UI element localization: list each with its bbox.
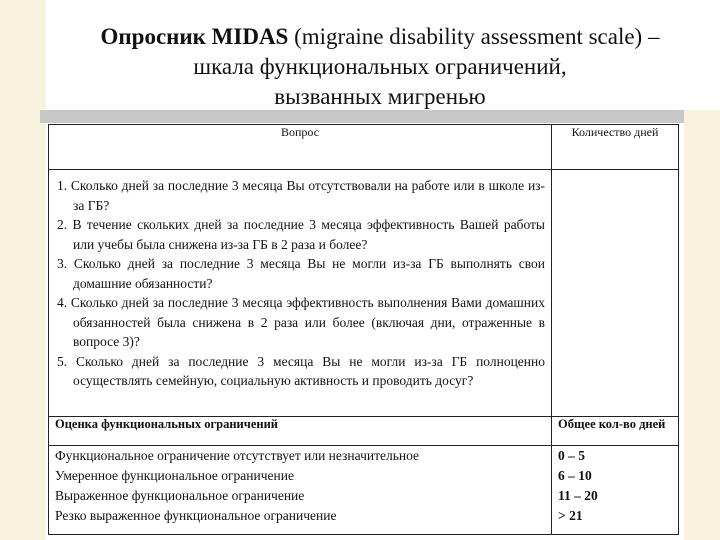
level-label: Резко выраженное функциональное ограничение: [55, 508, 337, 523]
days-answer-cell: [552, 170, 679, 417]
level-label: Умеренное функциональное ограничение: [55, 468, 294, 483]
right-decor-band: [684, 110, 720, 540]
total-days-header: Общее кол-во дней: [552, 417, 679, 446]
assessment-header: Оценка функциональных ограничений: [49, 417, 552, 446]
level-range: 0 – 5: [558, 448, 585, 463]
question-text: Сколько дней за последние 3 месяца Вы не могли из-за ГБ выполнять свои домашние обязанности?: [73, 256, 546, 291]
levels-label-cell: [49, 446, 552, 535]
question-number: 5.: [57, 353, 68, 369]
questions-row: [49, 170, 679, 417]
question-number: 1.: [57, 178, 68, 193]
title-line-2: шкала функциональных ограничений,: [193, 54, 567, 79]
level-range: > 21: [558, 508, 583, 523]
header-question: Вопрос: [49, 125, 552, 170]
level-label: Функциональное ограничение отсутствует или незначительное: [55, 448, 419, 463]
level-range: 6 – 10: [558, 468, 592, 483]
title-normal: (migraine disability assessment scale) –: [288, 24, 660, 49]
left-decor-band: [0, 0, 46, 540]
title-bold: Опросник MIDAS: [100, 24, 289, 49]
level-label: Выраженное функциональное ограничение: [55, 488, 305, 503]
levels-range-cell: [552, 446, 679, 535]
question-number: 3.: [57, 256, 68, 271]
question-text: Сколько дней за последние 3 месяца эффективность выполнения Вами домашних обязанностей была снижена в 2 раза или более (включая дни, отраженные в вопросе 3)?: [70, 295, 546, 349]
question-5: [57, 352, 545, 391]
assessment-header-row: [49, 417, 679, 446]
midas-table: [48, 124, 679, 535]
title-line-3: вызванных мигренью: [274, 84, 486, 109]
slide-title: [60, 22, 700, 112]
question-4: [57, 293, 545, 352]
question-number: 2.: [57, 217, 68, 232]
question-text: В течение скольких дней за последние 3 месяца эффективность Вашей работы или учебы была снижена из-за ГБ в 2 раза и более?: [72, 217, 545, 252]
question-number: 4.: [57, 295, 68, 310]
levels-row: [49, 446, 679, 535]
question-text: Сколько дней за последние 3 месяца Вы не могли из-за ГБ полноценно осуществлять семейную, социальную активность и проводить досуг?: [73, 353, 546, 388]
question-3: [57, 254, 545, 293]
header-days: Количество дней: [552, 125, 679, 170]
header-row: [49, 125, 679, 170]
level-range: 11 – 20: [558, 488, 598, 503]
question-2: [57, 215, 545, 254]
question-1: [57, 176, 545, 215]
question-text: Сколько дней за последние 3 месяца Вы отсутствовали на работе или в школе из-за ГБ?: [70, 178, 546, 213]
questions-cell: [49, 170, 552, 417]
